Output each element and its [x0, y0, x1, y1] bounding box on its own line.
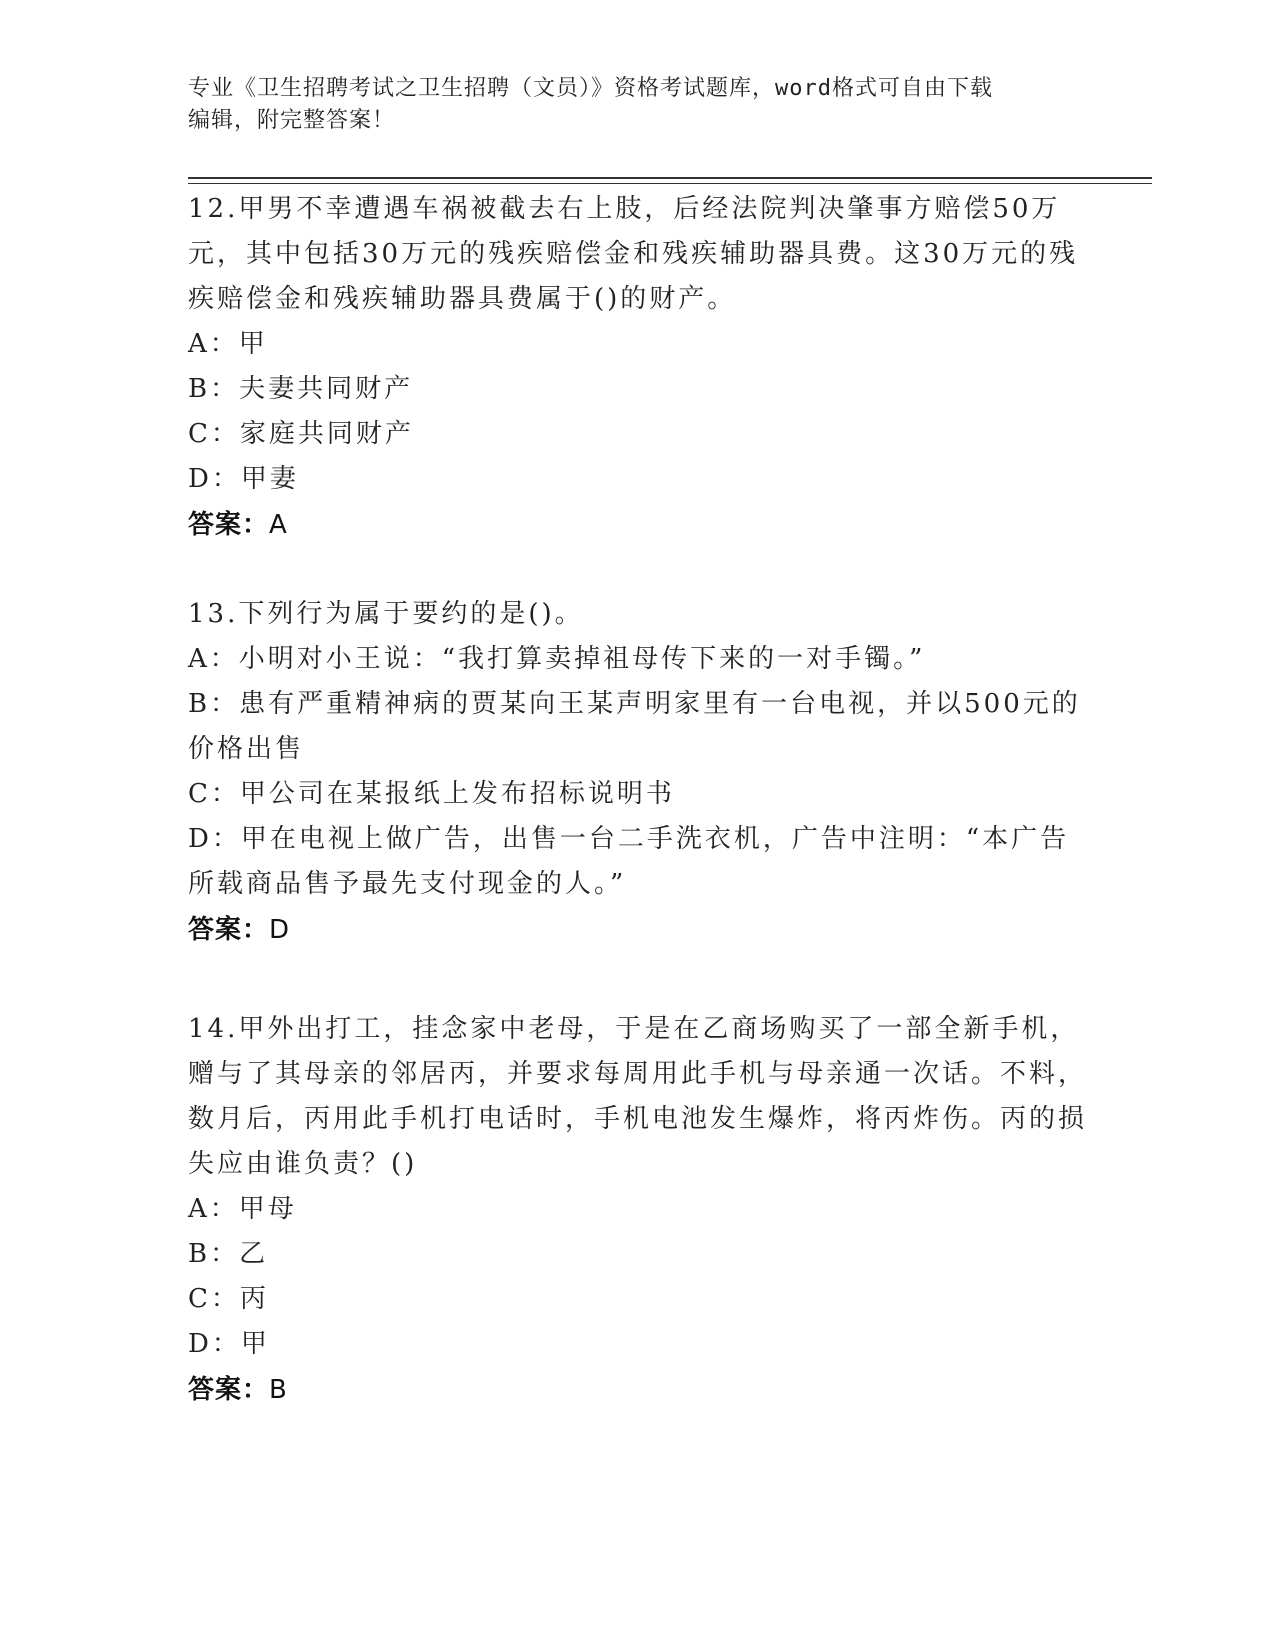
answer-line: [188, 907, 1088, 954]
option-a: A：小明对小王说：“我打算卖掉祖母传下来的一对手镯。”: [188, 644, 926, 674]
option-a: A：甲: [188, 329, 268, 359]
header-line-1: 专业《卫生招聘考试之卫生招聘（文员）》资格考试题库，word格式可自由下载: [188, 76, 993, 101]
option-b: B：夫妻共同财产: [188, 374, 414, 404]
question-text: 13.下列行为属于要约的是()。: [188, 599, 584, 629]
header-line-2: 编辑，附完整答案！: [188, 108, 396, 133]
option-d: D：甲妻: [188, 464, 299, 494]
header-divider-thin: [188, 183, 1152, 184]
option-d: D：甲: [188, 1329, 270, 1359]
answer-label: 答案：: [188, 1375, 270, 1405]
answer-label: 答案：: [188, 510, 270, 540]
question-12: [188, 187, 1088, 549]
answer-line: [188, 502, 1088, 549]
question-text: 14.甲外出打工，挂念家中老母，于是在乙商场购买了一部全新手机，赠与了其母亲的邻居丙，并要求每周用此手机与母亲通一次话。不料，数月后，丙用此手机打电话时，手机电池发生爆炸，将丙炸伤。丙的损失应由谁负责？(): [188, 1014, 1088, 1179]
option-a: A：甲母: [188, 1194, 297, 1224]
option-d: D：甲在电视上做广告，出售一台二手洗衣机，广告中注明：“本广告所载商品售予最先支付现金的人。”: [188, 824, 1070, 899]
option-c: C：丙: [188, 1284, 269, 1314]
question-14: [188, 1007, 1088, 1414]
question-text: 12.甲男不幸遭遇车祸被截去右上肢，后经法院判决肇事方赔偿50万元，其中包括30万元的残疾赔偿金和残疾辅助器具费。这30万元的残疾赔偿金和残疾辅助器具费属于()的财产。: [188, 194, 1079, 314]
option-c: C：家庭共同财产: [188, 419, 414, 449]
option-c: C：甲公司在某报纸上发布招标说明书: [188, 779, 675, 809]
option-b: B：患有严重精神病的贾某向王某声明家里有一台电视，并以500元的价格出售: [188, 689, 1081, 764]
header-divider-thick: [188, 177, 1152, 179]
document-header: [188, 73, 1068, 137]
answer-value: D: [269, 915, 291, 945]
question-13: [188, 592, 1088, 954]
option-b: B：乙: [188, 1239, 269, 1269]
answer-label: 答案：: [188, 915, 270, 945]
answer-value: A: [269, 510, 288, 540]
answer-line: [188, 1367, 1088, 1414]
answer-value: B: [269, 1375, 288, 1405]
